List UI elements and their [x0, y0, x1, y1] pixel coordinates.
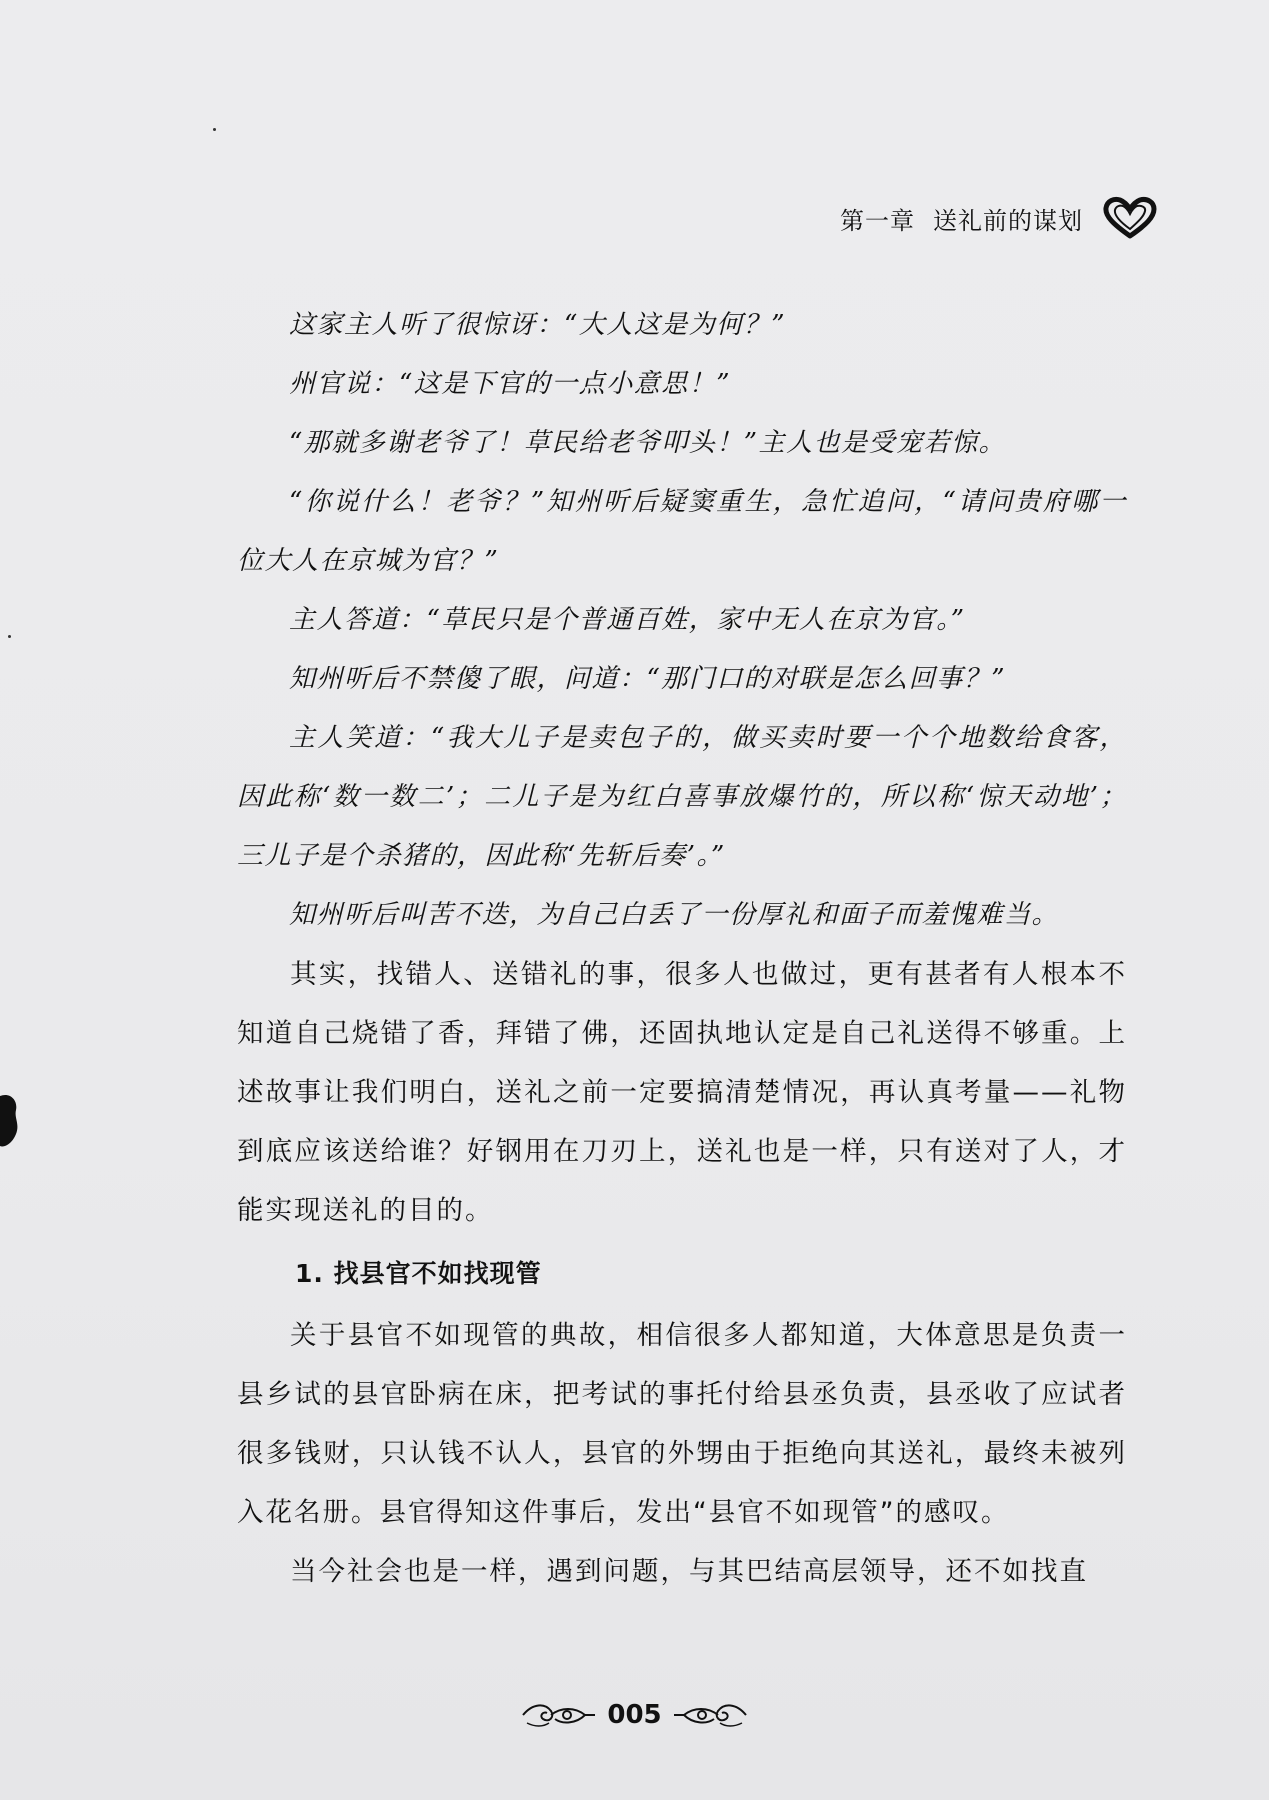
story-paragraph: 知州听后不禁傻了眼，问道：“那门口的对联是怎么回事？” — [289, 664, 1007, 694]
section-heading: 1. 找县官不如找现管 — [295, 1259, 542, 1288]
left-flourish-icon — [519, 1697, 599, 1733]
running-header — [840, 196, 1159, 240]
story-paragraph: 知州听后叫苦不迭，为自己白丢了一份厚礼和面子而羞愧难当。 — [289, 900, 1060, 930]
dust-speck — [213, 128, 216, 131]
chapter-title: 送礼前的谋划 — [933, 206, 1083, 235]
story-paragraph: 州官说：“这是下官的一点小意思！” — [289, 369, 732, 399]
page-number: 005 — [607, 1700, 662, 1730]
main-text — [237, 945, 1127, 1601]
story-excerpt — [237, 296, 1127, 945]
story-paragraph: “你说什么！老爷？”知州听后疑窦重生，急忙追问，“请问贵府哪一位大人在京城为官？” — [237, 487, 1127, 576]
story-paragraph: 主人答道：“草民只是个普通百姓，家中无人在京为官。” — [289, 605, 966, 635]
section-paragraph: 关于县官不如现管的典故，相信很多人都知道，大体意思是负责一县乡试的县官卧病在床，把考试的事托付给县丞负责，县丞收了应试者很多钱财，只认钱不认人，县官的外甥由于拒绝向其送礼，最终未被列入花名册。县官得知这件事后，发出“县官不如现管”的感叹。 — [237, 1320, 1127, 1528]
dust-speck — [8, 635, 11, 638]
heart-ornament-icon — [1101, 196, 1159, 240]
page-body — [237, 296, 1127, 1601]
section-paragraph: 当今社会也是一样，遇到问题，与其巴结高层领导，还不如找直 — [290, 1556, 1088, 1587]
story-paragraph: 这家主人听了很惊讶：“大人这是为何？” — [289, 310, 787, 340]
ink-blot — [0, 1090, 22, 1150]
chapter-number: 第一章 — [840, 206, 915, 235]
commentary-paragraph: 其实，找错人、送错礼的事，很多人也做过，更有甚者有人根本不知道自己烧错了香，拜错了佛，还固执地认定是自己礼送得不够重。上述故事让我们明白，送礼之前一定要搞清楚情况，再认真考量——礼物到底应该送给谁？好钢用在刀刃上，送礼也是一样，只有送对了人，才能实现送礼的目的。 — [237, 959, 1127, 1226]
story-paragraph: 主人笑道：“我大儿子是卖包子的，做买卖时要一个个地数给食客，因此称‘数一数二’；二儿子是为红白喜事放爆竹的，所以称‘惊天动地’；三儿子是个杀猪的，因此称‘先斩后奏’。” — [237, 723, 1127, 871]
story-paragraph: “那就多谢老爷了！草民给老爷叩头！”主人也是受宠若惊。 — [289, 428, 1007, 458]
page-footer — [0, 1697, 1269, 1733]
right-flourish-icon — [670, 1697, 750, 1733]
